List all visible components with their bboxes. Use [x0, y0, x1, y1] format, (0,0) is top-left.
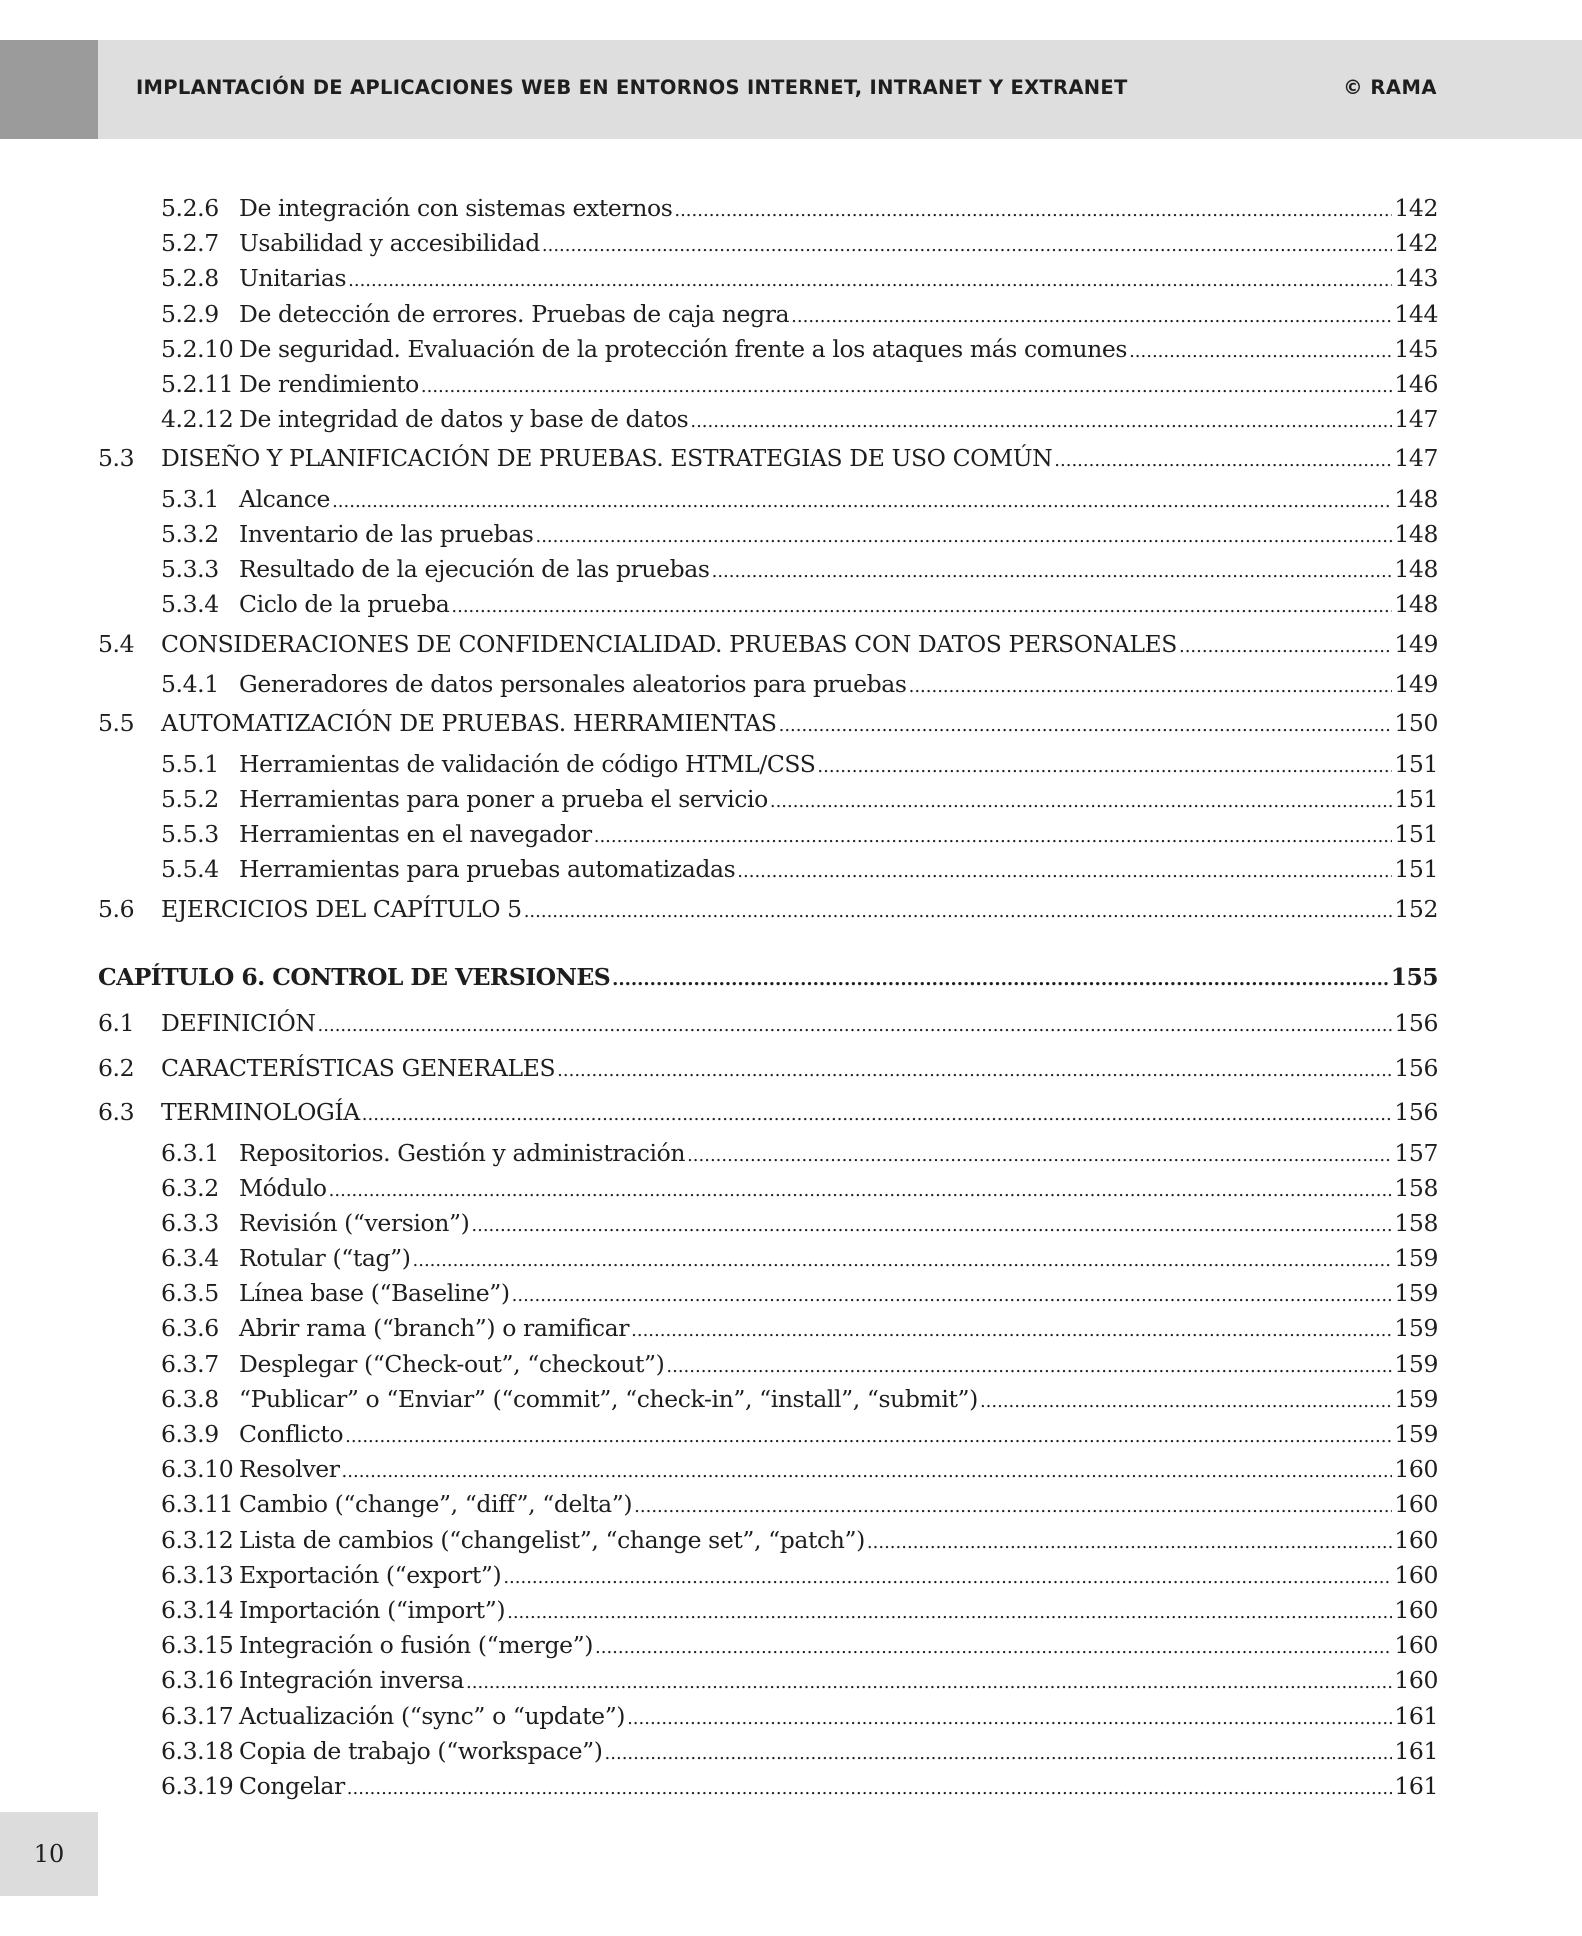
toc-entry-page: 148	[1394, 520, 1438, 548]
toc-subsection-entry	[98, 1596, 1438, 1631]
toc-entry-number: 6.3.3	[161, 1208, 219, 1237]
toc-entry-number: 6.3.4	[161, 1244, 219, 1273]
toc-entry-page: 156	[1394, 1053, 1438, 1082]
toc-subsection-entry	[98, 670, 1438, 705]
toc-entry-title: AUTOMATIZACIÓN DE PRUEBAS. HERRAMIENTAS	[161, 709, 777, 738]
toc-entry-number: 6.3.17	[161, 1701, 234, 1730]
toc-entry-title: De seguridad. Evaluación de la protección frente a los ataques más comunes	[239, 334, 1128, 363]
toc-entry-title: Ciclo de la prueba	[239, 590, 450, 619]
toc-subsection-entry	[98, 1279, 1438, 1314]
toc-entry-title: Resolver	[239, 1455, 340, 1484]
toc-subsection-entry	[98, 750, 1438, 785]
toc-entry-page: 157	[1394, 1138, 1438, 1167]
toc-subsection-entry	[98, 1139, 1438, 1174]
toc-entry-page: 151	[1394, 749, 1438, 778]
toc-subsection-entry	[98, 1772, 1438, 1807]
toc-dot-leader	[605, 1743, 1393, 1764]
table-of-contents	[98, 194, 1438, 1807]
toc-entry-title: De integración con sistemas externos	[239, 194, 673, 222]
toc-dot-leader	[421, 376, 1392, 397]
toc-subsection-entry	[98, 1174, 1438, 1209]
toc-subsection-entry	[98, 820, 1438, 855]
toc-entry-page: 159	[1394, 1384, 1438, 1413]
toc-section-entry	[98, 1054, 1438, 1095]
toc-entry-page: 150	[1394, 709, 1438, 738]
toc-entry-number: 5.2.6	[161, 194, 219, 222]
toc-dot-leader	[332, 491, 1392, 512]
toc-subsection-entry	[98, 405, 1438, 440]
toc-entry-title: Conflicto	[239, 1420, 344, 1448]
toc-entry-title: Módulo	[239, 1173, 327, 1202]
toc-entry-page: 144	[1394, 299, 1438, 328]
toc-entry-title: CAPÍTULO 6. CONTROL DE VERSIONES	[98, 963, 611, 991]
toc-entry-title: Generadores de datos personales aleatorios para pruebas	[239, 670, 907, 699]
toc-entry-number: 6.3	[98, 1098, 135, 1126]
toc-dot-leader	[634, 1496, 1392, 1517]
toc-section-entry	[98, 1098, 1438, 1139]
toc-dot-leader	[1129, 341, 1392, 362]
toc-subsection-entry	[98, 229, 1438, 264]
toc-entry-title: DISEÑO Y PLANIFICACIÓN DE PRUEBAS. ESTRATEGIAS DE USO COMÚN	[161, 444, 1053, 473]
toc-entry-number: 6.3.19	[161, 1771, 234, 1800]
toc-entry-page: 159	[1394, 1279, 1438, 1308]
toc-subsection-entry	[98, 590, 1438, 625]
toc-entry-title: Inventario de las pruebas	[239, 520, 534, 548]
toc-entry-page: 160	[1394, 1525, 1438, 1554]
toc-dot-leader	[666, 1356, 1392, 1377]
toc-entry-title: De detección de errores. Pruebas de caja negra	[239, 299, 790, 328]
toc-dot-leader	[595, 1637, 1392, 1658]
toc-entry-number: 5.2.7	[161, 229, 219, 258]
toc-entry-title: Desplegar (“Check-out”, “checkout”)	[239, 1349, 665, 1378]
toc-entry-number: 5.6	[98, 894, 135, 923]
toc-entry-title: Alcance	[239, 484, 331, 513]
toc-entry-number: 5.3.3	[161, 555, 219, 584]
toc-entry-number: 5.3.1	[161, 484, 219, 513]
toc-entry-number: 6.3.11	[161, 1490, 234, 1519]
toc-section-entry	[98, 709, 1438, 750]
toc-dot-leader	[345, 1426, 1392, 1447]
toc-entry-page: 152	[1394, 894, 1438, 923]
toc-entry-title: TERMINOLOGÍA	[161, 1098, 360, 1126]
toc-entry-page: 160	[1394, 1666, 1438, 1695]
header-tab	[0, 40, 98, 139]
toc-entry-page: 161	[1394, 1736, 1438, 1765]
toc-entry-page: 159	[1394, 1314, 1438, 1343]
toc-entry-title: Herramientas para pruebas automatizadas	[239, 855, 736, 884]
toc-subsection-entry	[98, 485, 1438, 520]
toc-section-entry	[98, 444, 1438, 485]
toc-entry-number: 5.5.4	[161, 855, 219, 884]
toc-dot-leader	[466, 1672, 1392, 1693]
toc-dot-leader	[779, 715, 1393, 736]
toc-entry-title: Línea base (“Baseline”)	[239, 1279, 510, 1308]
toc-entry-page: 142	[1394, 194, 1438, 222]
toc-subsection-entry	[98, 1666, 1438, 1701]
toc-entry-number: 6.3.2	[161, 1173, 219, 1202]
toc-entry-page: 160	[1394, 1490, 1438, 1519]
toc-entry-title: De rendimiento	[239, 369, 419, 398]
toc-subsection-entry	[98, 1314, 1438, 1349]
toc-entry-number: 5.3	[98, 444, 135, 473]
toc-entry-title: CONSIDERACIONES DE CONFIDENCIALIDAD. PRUEBAS CON DATOS PERSONALES	[161, 629, 1177, 658]
toc-dot-leader	[347, 1778, 1393, 1799]
toc-entry-number: 5.2.10	[161, 334, 234, 363]
toc-entry-number: 4.2.12	[161, 405, 234, 434]
toc-entry-number: 6.1	[98, 1009, 135, 1037]
toc-entry-page: 151	[1394, 855, 1438, 884]
toc-dot-leader	[318, 1015, 1393, 1036]
toc-entry-page: 156	[1394, 1098, 1438, 1126]
toc-dot-leader	[770, 791, 1392, 812]
toc-entry-title: DEFINICIÓN	[161, 1009, 316, 1037]
toc-entry-title: Repositorios. Gestión y administración	[239, 1138, 686, 1167]
toc-entry-title: Exportación (“export”)	[239, 1560, 502, 1589]
toc-entry-number: 6.3.6	[161, 1314, 219, 1343]
toc-entry-page: 160	[1394, 1560, 1438, 1589]
toc-subsection-entry	[98, 1350, 1438, 1385]
toc-subsection-entry	[98, 1631, 1438, 1666]
toc-entry-title: Resultado de la ejecución de las pruebas	[239, 555, 710, 584]
toc-entry-title: Actualización (“sync” o “update”)	[239, 1701, 626, 1730]
toc-dot-leader	[712, 561, 1393, 582]
toc-entry-title: “Publicar” o “Enviar” (“commit”, “check-in”, “install”, “submit”)	[239, 1384, 978, 1413]
toc-entry-number: 6.3.13	[161, 1560, 234, 1589]
toc-entry-number: 6.3.15	[161, 1631, 234, 1660]
toc-dot-leader	[980, 1391, 1392, 1412]
toc-dot-leader	[512, 1285, 1393, 1306]
toc-subsection-entry	[98, 1209, 1438, 1244]
toc-subsection-entry	[98, 785, 1438, 820]
toc-dot-leader	[342, 1461, 1393, 1482]
running-header-copyright: © RAMA	[1343, 76, 1437, 99]
toc-entry-title: Unitarias	[239, 264, 347, 293]
toc-entry-page: 148	[1394, 555, 1438, 584]
toc-entry-page: 148	[1394, 484, 1438, 513]
toc-entry-number: 6.3.1	[161, 1138, 219, 1167]
toc-dot-leader	[503, 1567, 1392, 1588]
toc-entry-number: 6.3.14	[161, 1595, 234, 1624]
toc-subsection-entry	[98, 555, 1438, 590]
toc-dot-leader	[867, 1532, 1392, 1553]
toc-entry-number: 5.3.2	[161, 520, 219, 548]
toc-entry-number: 6.3.10	[161, 1455, 234, 1484]
toc-entry-title: Lista de cambios (“changelist”, “change set”, “patch”)	[239, 1525, 865, 1554]
toc-entry-number: 6.3.18	[161, 1736, 234, 1765]
toc-section-entry	[98, 1009, 1438, 1050]
toc-chapter-entry	[98, 963, 1438, 1005]
toc-entry-number: 6.3.16	[161, 1666, 234, 1695]
toc-entry-page: 146	[1394, 369, 1438, 398]
toc-entry-title: Usabilidad y accesibilidad	[239, 229, 540, 258]
toc-entry-page: 151	[1394, 820, 1438, 849]
toc-subsection-entry	[98, 520, 1438, 555]
toc-entry-title: Integración inversa	[239, 1666, 465, 1695]
toc-dot-leader	[507, 1602, 1392, 1623]
toc-subsection-entry	[98, 1490, 1438, 1525]
toc-subsection-entry	[98, 1702, 1438, 1737]
toc-entry-number: 5.5.1	[161, 749, 219, 778]
toc-dot-leader	[451, 596, 1392, 617]
toc-entry-number: 5.3.4	[161, 590, 219, 619]
toc-dot-leader	[737, 861, 1392, 882]
toc-dot-leader	[413, 1250, 1393, 1271]
toc-entry-number: 6.3.12	[161, 1525, 234, 1554]
running-header-title: IMPLANTACIÓN DE APLICACIONES WEB EN ENTORNOS INTERNET, INTRANET Y EXTRANET	[136, 76, 1128, 99]
toc-entry-page: 160	[1394, 1631, 1438, 1660]
toc-entry-number: 5.4	[98, 629, 135, 658]
toc-entry-title: CARACTERÍSTICAS GENERALES	[161, 1053, 556, 1082]
toc-dot-leader	[535, 526, 1392, 547]
toc-dot-leader	[627, 1708, 1392, 1729]
toc-entry-title: Abrir rama (“branch”) o ramificar	[239, 1314, 630, 1343]
toc-entry-title: Copia de trabajo (“workspace”)	[239, 1736, 603, 1765]
toc-dot-leader	[674, 200, 1392, 221]
toc-entry-page: 156	[1394, 1009, 1438, 1037]
toc-entry-title: Integración o fusión (“merge”)	[239, 1631, 594, 1660]
toc-dot-leader	[329, 1180, 1393, 1201]
toc-subsection-entry	[98, 1526, 1438, 1561]
toc-dot-leader	[1054, 450, 1392, 471]
toc-dot-leader	[471, 1215, 1392, 1236]
toc-subsection-entry	[98, 1244, 1438, 1279]
toc-entry-page: 160	[1394, 1595, 1438, 1624]
toc-entry-page: 142	[1394, 229, 1438, 258]
toc-dot-leader	[631, 1320, 1392, 1341]
toc-dot-leader	[1179, 636, 1392, 657]
toc-dot-leader	[690, 411, 1392, 432]
toc-entry-page: 161	[1394, 1771, 1438, 1800]
toc-entry-title: Importación (“import”)	[239, 1595, 506, 1624]
toc-subsection-entry	[98, 1385, 1438, 1420]
toc-subsection-entry	[98, 855, 1438, 890]
toc-dot-leader	[687, 1145, 1392, 1166]
toc-dot-leader	[909, 676, 1393, 697]
page-number: 10	[33, 1840, 65, 1868]
toc-subsection-entry	[98, 335, 1438, 370]
toc-entry-number: 6.3.8	[161, 1384, 219, 1413]
toc-subsection-entry	[98, 1420, 1438, 1455]
toc-section-entry	[98, 895, 1438, 936]
toc-dot-leader	[542, 235, 1392, 256]
toc-entry-page: 159	[1394, 1420, 1438, 1448]
toc-entry-number: 5.5	[98, 709, 135, 738]
toc-entry-page: 147	[1394, 444, 1438, 473]
toc-subsection-entry	[98, 264, 1438, 299]
toc-dot-leader	[362, 1104, 1393, 1125]
toc-entry-page: 155	[1390, 963, 1438, 991]
toc-subsection-entry	[98, 194, 1438, 229]
toc-entry-number: 5.4.1	[161, 670, 219, 699]
toc-entry-number: 5.5.3	[161, 820, 219, 849]
toc-subsection-entry	[98, 1737, 1438, 1772]
toc-entry-page: 149	[1394, 670, 1438, 699]
toc-entry-page: 149	[1394, 629, 1438, 658]
toc-entry-number: 6.3.9	[161, 1420, 219, 1448]
toc-entry-page: 159	[1394, 1244, 1438, 1273]
toc-entry-number: 5.5.2	[161, 784, 219, 813]
toc-entry-number: 6.3.7	[161, 1349, 219, 1378]
toc-dot-leader	[791, 306, 1392, 327]
toc-subsection-entry	[98, 1561, 1438, 1596]
toc-entry-page: 161	[1394, 1701, 1438, 1730]
toc-dot-leader	[594, 826, 1393, 847]
toc-dot-leader	[817, 756, 1392, 777]
toc-entry-title: Revisión (“version”)	[239, 1208, 470, 1237]
toc-entry-title: Congelar	[239, 1771, 345, 1800]
toc-entry-page: 151	[1394, 784, 1438, 813]
toc-entry-number: 5.2.11	[161, 369, 234, 398]
toc-entry-number: 6.3.5	[161, 1279, 219, 1308]
toc-entry-page: 147	[1394, 405, 1438, 434]
toc-entry-page: 158	[1394, 1173, 1438, 1202]
toc-entry-title: De integridad de datos y base de datos	[239, 405, 689, 434]
toc-entry-title: Cambio (“change”, “diff”, “delta”)	[239, 1490, 633, 1519]
toc-entry-number: 6.2	[98, 1053, 135, 1082]
toc-entry-title: Herramientas para poner a prueba el servicio	[239, 784, 768, 813]
toc-entry-page: 145	[1394, 334, 1438, 363]
toc-subsection-entry	[98, 370, 1438, 405]
toc-entry-title: EJERCICIOS DEL CAPÍTULO 5	[161, 894, 522, 923]
toc-subsection-entry	[98, 1455, 1438, 1490]
toc-entry-title: Herramientas de validación de código HTML/CSS	[239, 749, 816, 778]
toc-entry-title: Herramientas en el navegador	[239, 820, 592, 849]
toc-entry-page: 158	[1394, 1208, 1438, 1237]
toc-dot-leader	[612, 969, 1389, 990]
toc-entry-page: 159	[1394, 1349, 1438, 1378]
toc-entry-page: 148	[1394, 590, 1438, 619]
toc-subsection-entry	[98, 300, 1438, 335]
toc-dot-leader	[348, 270, 1392, 291]
toc-entry-number: 5.2.8	[161, 264, 219, 293]
toc-entry-title: Rotular (“tag”)	[239, 1244, 411, 1273]
toc-entry-page: 143	[1394, 264, 1438, 293]
toc-dot-leader	[557, 1060, 1392, 1081]
toc-dot-leader	[524, 901, 1393, 922]
toc-entry-page: 160	[1394, 1455, 1438, 1484]
toc-entry-number: 5.2.9	[161, 299, 219, 328]
toc-section-entry	[98, 630, 1438, 671]
